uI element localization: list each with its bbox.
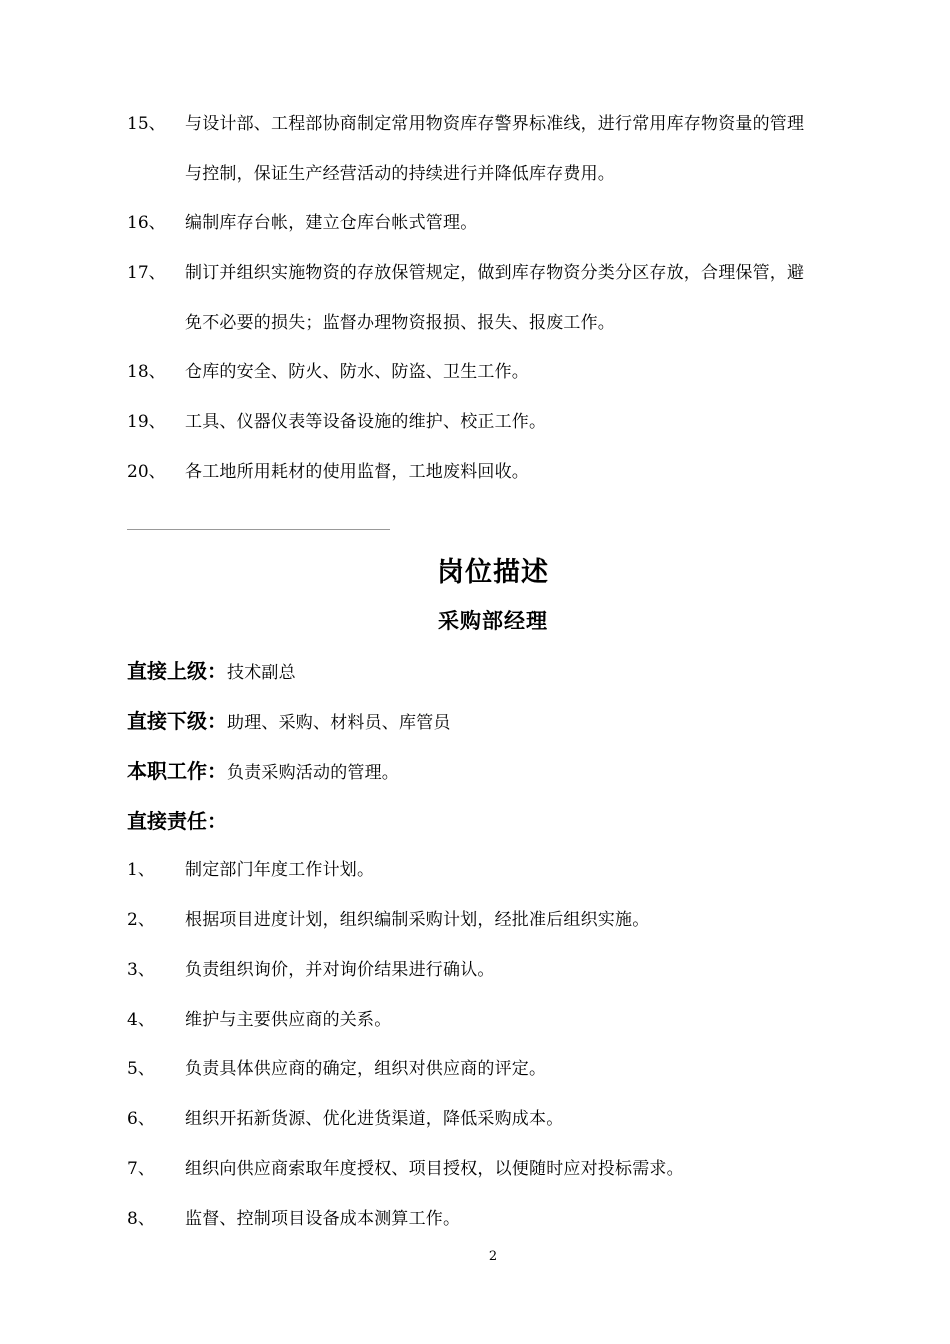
item-number: 3、 [127, 960, 155, 980]
item-text: 与设计部、工程部协商制定常用物资库存警界标准线，进行常用库存物资量的管理 [185, 114, 805, 134]
item-number: 18、 [127, 362, 166, 382]
subordinate-field [127, 709, 451, 735]
item-text: 组织开拓新货源、优化进货渠道，降低采购成本。 [185, 1109, 564, 1129]
item-number: 4、 [127, 1010, 155, 1030]
item-number: 8、 [127, 1209, 155, 1229]
item-number: 2、 [127, 910, 155, 930]
item-number: 5、 [127, 1059, 155, 1079]
item-text: 编制库存台帐，建立仓库台帐式管理。 [185, 213, 478, 233]
item-text: 制定部门年度工作计划。 [185, 860, 375, 880]
item-number: 7、 [127, 1159, 155, 1179]
item-text: 各工地所用耗材的使用监督，工地废料回收。 [185, 462, 529, 482]
field-value: 负责采购活动的管理。 [227, 763, 399, 783]
item-text: 工具、仪器仪表等设备设施的维护、校正工作。 [185, 412, 547, 432]
responsibility-heading [127, 809, 227, 835]
item-text-continued: 免不必要的损失；监督办理物资报损、报失、报废工作。 [185, 313, 615, 333]
item-text: 仓库的安全、防火、防水、防盗、卫生工作。 [185, 362, 529, 382]
item-text: 负责组织询价，并对询价结果进行确认。 [185, 960, 495, 980]
item-number: 15、 [127, 114, 166, 134]
item-number: 20、 [127, 462, 166, 482]
field-label: 直接下级： [127, 709, 227, 733]
page-number: 2 [488, 1249, 498, 1264]
field-value: 助理、采购、材料员、库管员 [227, 713, 451, 733]
superior-field [127, 659, 296, 685]
item-text: 维护与主要供应商的关系。 [185, 1010, 392, 1030]
item-text: 制订并组织实施物资的存放保管规定，做到库存物资分类分区存放，合理保管，避 [185, 263, 805, 283]
item-number: 6、 [127, 1109, 155, 1129]
item-text: 监督、控制项目设备成本测算工作。 [185, 1209, 461, 1229]
position-title: 采购部经理 [438, 608, 548, 633]
item-text-continued: 与控制，保证生产经营活动的持续进行并降低库存费用。 [185, 164, 615, 184]
field-label: 直接责任： [127, 809, 227, 833]
item-text: 根据项目进度计划，组织编制采购计划，经批准后组织实施。 [185, 910, 650, 930]
item-text: 组织向供应商索取年度授权、项目授权，以便随时应对投标需求。 [185, 1159, 684, 1179]
page-title: 岗位描述 [437, 557, 549, 588]
field-label: 直接上级： [127, 659, 227, 683]
item-number: 16、 [127, 213, 166, 233]
item-text: 负责具体供应商的确定，组织对供应商的评定。 [185, 1059, 547, 1079]
duty-field [127, 759, 399, 785]
item-number: 19、 [127, 412, 166, 432]
item-number: 17、 [127, 263, 166, 283]
item-number: 1、 [127, 860, 155, 880]
field-value: 技术副总 [227, 663, 296, 683]
section-divider [127, 529, 390, 530]
field-label: 本职工作： [127, 759, 227, 783]
